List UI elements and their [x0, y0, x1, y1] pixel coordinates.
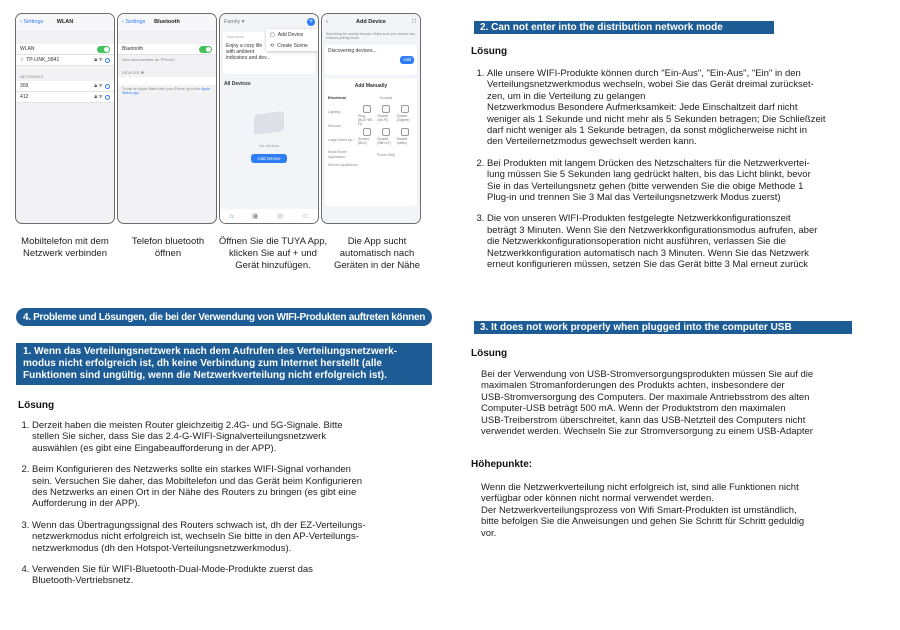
back-button[interactable]: ‹ Settings	[122, 19, 146, 25]
discoverable-note: Now discoverable as "iPhone".	[122, 57, 177, 62]
search-note: Searching for nearby devices. Make sure your device has entered pairing mode.	[326, 32, 416, 40]
connected-network-row[interactable]: ✓ TP-LINK_5841 🔒︎ ᯤ	[16, 55, 114, 66]
scene-icon: ⟲	[270, 42, 275, 49]
usb-solution-text: Bei der Verwendung von USB-Stromversorgungsprodukten müssen Sie auf die maximalen Stromanforderungen des Produkts achten, insbesondere der USB-Stromversorgung des Computers. Der maximale Antriebsstrom des alten Computer-USB beträgt 500 mA. Wenn der Produktstrom den maximalen USB-Treiberstrom überschreitet, kann das USB-Netzteil des Computers nicht verwendet werden. Wechseln Sie zur Stromversorgung zu einem USB-Adapter	[481, 369, 814, 438]
section-4-heading: 4. Probleme und Lösungen, die bei der Verwendung von WIFI-Produkten auftreten können	[16, 308, 432, 326]
smart-tab-icon[interactable]: ◎	[277, 213, 284, 220]
network-row[interactable]: 309 🔒︎ ᯤ	[16, 81, 114, 92]
me-tab-icon[interactable]: ☺	[301, 212, 309, 220]
back-button[interactable]: ‹ Settings	[20, 19, 44, 25]
device-item[interactable]: Socket (NB-IoT)	[377, 128, 394, 145]
bottom-tab-bar	[220, 209, 318, 223]
device-item[interactable]: Socket (Zigbee)	[397, 105, 414, 126]
app-header	[220, 14, 318, 30]
wlan-toggle-row[interactable]: WLAN	[16, 44, 114, 55]
solution-item: 1. Alle unsere WIFI-Produkte können durch "Ein-Aus", "Ein-Aus", "Ein" in den Verteilungsnetzwerkmodus wechseln, wobei Sie das Gerät dreimal zurückset- zen, um in die Verteilung zu gelangen Netzwerkmodus Besondere Aufmerksamkeit: Jede Einschaltzeit darf nicht weniger als 1 Sekunde und nicht mehr als 5 Sekunden betragen; Die Schließzeit darf nicht weniger als 1 Sekunde betragen, da sonst möglicherweise nicht in den Verteilernetzmodus gewechselt werden kann.	[487, 68, 894, 148]
solution-label: Lösung	[471, 46, 508, 57]
power-strip-label[interactable]: Power Strip	[376, 153, 396, 157]
manual-card: Add Manually Electrical Socket Lighting Sensors Large Home Ap... Small Home Appliances Kitchen Appliances Plug (BLE+Wi-Fi) Socket (Wi-Fi) Socket (Zigbee) Socket (BLE) Socket (NB-IoT) Socket (other) Power Strip	[325, 78, 417, 206]
section-3-heading: 3. It does not work properly when plugged into the computer USB	[474, 321, 852, 334]
solution-item: 3. Die von unseren WIFI-Produkten festgelegte Netzwerkkonfigurationszeit beträgt 3 Minuten. Wenn Sie den Netzwerkkonfigurationsmodus aufrufen, aber die Netzwerkkonfigurationsoperation nicht ausführen, verlassen Sie die Netzwerkkonfiguration automatisch nach 3 Minuten. Wenn Sie das Netzwerk erneut konfigurieren müssen, setzen Sie das Gerät bitte 3 Mal erneut zurück	[487, 213, 894, 270]
caption-wlan: Mobiltelefon mit dem Netzwerk verbinden	[21, 236, 109, 259]
bluetooth-toggle[interactable]	[199, 46, 212, 53]
highlights-label: Höhepunkte:	[471, 459, 533, 470]
info-icon[interactable]	[105, 95, 110, 100]
screen-title: WLAN	[56, 19, 74, 25]
no-devices-text: No devices	[259, 143, 279, 148]
device-item[interactable]: Plug (BLE+Wi-Fi)	[358, 105, 375, 126]
info-icon[interactable]	[105, 58, 110, 63]
add-menu-popup	[266, 29, 318, 51]
highlights-text: Wenn die Netzwerkverteilung nicht erfolgreich ist, sind alle Funktionen nicht verfügbar oder können nicht normal verwendet werden. Der Netzwerkverteilungsprozess von Wifi Smart-Produkten ist umständlich, bitte befolgen Sie die Anweisungen und gehen Sie Schritt für Schritt geduldig vor.	[481, 482, 805, 539]
back-icon[interactable]: ‹	[326, 19, 328, 25]
screen-title: Bluetooth	[154, 19, 180, 25]
device-item[interactable]: Socket (other)	[397, 128, 414, 145]
solution-item: 2. Beim Konfigurieren des Netzwerks sollte ein starkes WIFI-Signal vorhanden sein. Versuchen Sie daher, das Mobiltelefon und das Gerät beim Konfigurieren des Netzwerks an einen Ort in der Nähe des Routers zu bringen (es gibt eine Aufforderung in der APP).	[32, 464, 439, 510]
solution-label: Lösung	[471, 348, 508, 359]
pair-note: To pair an Apple Watch with your iPhone, go to the Apple Watch app.	[122, 87, 211, 95]
solution-item: 3. Wenn das Übertragungssignal des Routers schwach ist, dh der EZ-Verteilungs- netzwerkmodus nicht erfolgreich ist, wechseln Sie bitte in den AP-Verteilungs- netzwerkmodus (dh den Hotspot-Verteilungsnetzwerkmodus).	[32, 520, 439, 554]
wlan-screenshot	[15, 13, 115, 224]
solution-item: 2. Bei Produkten mit langem Drücken des Netzschalters für die Netzwerkvertei- lung müssen Sie 5 Sekunden lang gedrückt halten, bis das Licht blinkt, bevor Sie in das Verteilungsnetz gehen (bitte verwenden Sie die obige Methode 1 Plug-in und trennen Sie 3 Mal das Verteilungsnetzwerk Modus zuerst)	[487, 158, 894, 204]
add-device-screenshot	[321, 13, 421, 224]
wlan-toggle[interactable]	[97, 46, 110, 53]
menu-create-scene[interactable]: ⟲ Create Scene	[266, 40, 318, 51]
nav-bar	[16, 14, 114, 30]
network-row[interactable]: 412 🔒︎ ᯤ	[16, 92, 114, 103]
plus-icon[interactable]: +	[308, 18, 314, 25]
checkmark-icon: ✓	[20, 57, 25, 63]
apple-watch-link[interactable]: Apple Watch app.	[122, 87, 211, 95]
device-item[interactable]: Socket (BLE)	[358, 128, 375, 145]
all-devices-label: All Devices	[224, 81, 251, 87]
welcome-card: Tuya Home Enjoy a cozy life with ambient indicators and dev...	[223, 32, 315, 74]
discovering-card: Discovering devices... Add	[325, 45, 417, 75]
scene-tab-icon[interactable]: ▣	[251, 213, 259, 220]
add-device-button[interactable]: Add Device	[251, 154, 287, 163]
screen-title: Add Device	[356, 19, 386, 25]
add-button[interactable]: Add	[400, 56, 414, 64]
solution-item: 4. Verwenden Sie für WIFI-Bluetooth-Dual-Mode-Produkte zuerst das Bluetooth-Vertriebsnetz.	[32, 564, 439, 587]
device-item[interactable]: Socket (Wi-Fi)	[377, 105, 394, 126]
family-dropdown[interactable]: Family ▾	[224, 19, 245, 25]
nav-bar	[322, 14, 420, 30]
spinner-icon: ✺	[140, 70, 145, 75]
menu-add-device[interactable]: ▢ Add Device	[266, 29, 318, 40]
home-tab-icon[interactable]: ⌂	[229, 212, 234, 220]
problem-1-heading: 1. Wenn das Verteilungsnetzwerk nach dem Aufrufen des Verteilungsnetzwerk- modus nicht erfolgreich ist, dh keine Verbindung zum Internet herstellt (alle Funktionen sind ungültig, wenn die Netzwerkverteilung nicht erfolgreich ist).	[16, 343, 432, 385]
bluetooth-toggle-row[interactable]: Bluetooth	[118, 44, 216, 55]
caption-tuya: Öffnen Sie die TUYA App, klicken Sie auf + und Gerät hinzufügen.	[218, 236, 328, 271]
scan-icon[interactable]: ⛶	[412, 18, 416, 25]
device-icon: ▢	[270, 31, 275, 38]
solution-label: Lösung	[18, 400, 55, 411]
solution-item: 1. Derzeit haben die meisten Router gleichzeitig 2.4G- und 5G-Signale. Bitte stellen Sie sicher, dass Sie das 2.4-G-WIFI-Signalverteilungsnetzwerk auswählen (es gibt eine Eingabeaufforderung in der APP).	[32, 420, 439, 454]
networks-header: NETWORKS	[20, 74, 44, 79]
section-2-heading: 2. Can not enter into the distribution network mode	[474, 21, 774, 34]
lock-wifi-icon: 🔒︎ ᯤ	[94, 94, 103, 100]
empty-box-illustration	[254, 111, 284, 135]
devices-header: DEVICES ✺	[122, 70, 145, 75]
tab-socket[interactable]: Socket	[379, 95, 393, 100]
bluetooth-screenshot	[117, 13, 217, 224]
tuya-app-screenshot	[219, 13, 319, 224]
solution-list-4	[19, 420, 439, 597]
tab-electrical[interactable]: Electrical	[328, 95, 346, 100]
solution-list-2	[474, 68, 894, 281]
device-grid	[358, 105, 414, 145]
caption-scan: Die App sucht automatisch nach Geräten in der Nähe	[333, 236, 421, 271]
caption-bluetooth: Telefon bluetooth öffnen	[131, 236, 205, 259]
nav-bar	[118, 14, 216, 30]
lock-wifi-icon: 🔒︎ ᯤ	[94, 57, 103, 63]
lock-wifi-icon: 🔒︎ ᯤ	[94, 83, 103, 89]
info-icon[interactable]	[105, 84, 110, 89]
